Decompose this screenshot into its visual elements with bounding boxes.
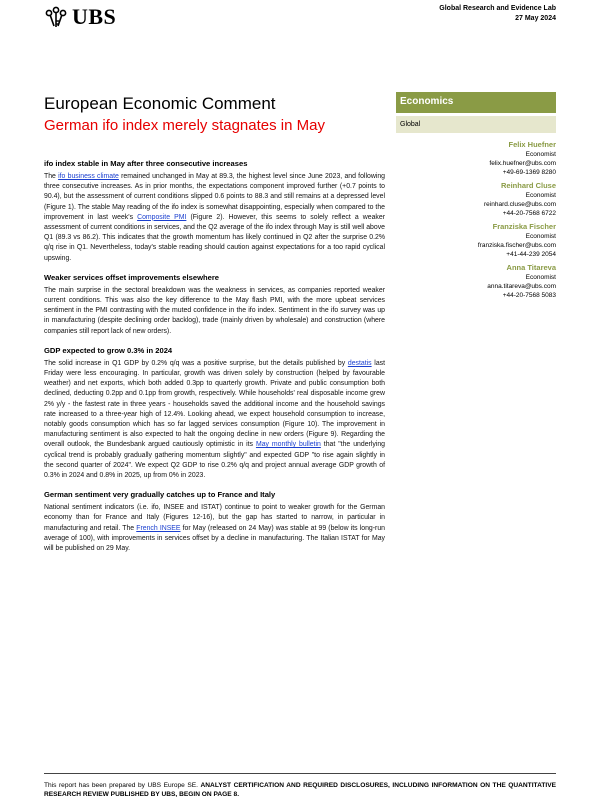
author-phone: +41-44-239 2054 (506, 251, 556, 258)
footer-text: This report has been prepared by UBS Europe SE. (44, 782, 201, 789)
author-email[interactable]: anna.titareva@ubs.com (487, 283, 556, 290)
author-block (396, 140, 556, 177)
region-badge: Global (396, 116, 556, 133)
author-block (396, 263, 556, 300)
section-heading: GDP expected to grow 0.3% in 2024 (44, 345, 173, 355)
author-role: Economist (525, 274, 556, 281)
paragraph-text: The (44, 173, 59, 180)
org-name: Global Research and Evidence Lab (439, 5, 556, 12)
author-name: Felix Huefner (508, 140, 556, 149)
section-paragraph (44, 286, 385, 337)
paragraph-text: National sentiment indicators (i.e. ifo, INSEE and ISTAT) continue to point to weaker growth for the German economy than for France and Italy (Figures 12-16), but the gap has started to narrow, in particular in manufacturing and retail. The (44, 504, 385, 532)
inline-link[interactable]: ifo business climate (58, 173, 119, 180)
page-subtitle: German ifo index merely stagnates in May (44, 117, 325, 134)
logo-text: UBS (72, 4, 117, 29)
section-paragraph (44, 172, 385, 264)
author-phone: +44-20-7568 5083 (502, 292, 556, 299)
author-phone: +44-20-7568 6722 (502, 210, 556, 217)
footer-disclosure: ANALYST CERTIFICATION AND REQUIRED DISCLOSURES, INCLUDING INFORMATION ON THE QUANTITATIVE RESEARCH REVIEW PUBLISHED BY UBS, BEGIN ON PAGE 8. (44, 782, 556, 798)
author-name: Franziska Fischer (492, 222, 556, 231)
author-role: Economist (525, 192, 556, 199)
article-body (44, 159, 385, 563)
report-header (439, 4, 556, 24)
author-block (396, 222, 556, 259)
paragraph-text: last Friday were less encouraging. In particular, growth was driven solely by construction (helped by favourable weather) and net exports, which both added 0.3pp to quarterly growth. Private and public consumption both declined, deducting 0.2pp and 0.1pp from growth, respectively. While households' real disposable income grew 2% y/y - the fastest rate in three years - households saved the additional income and the household savings rate increased to a three-year high of 12.4%. Looking ahead, we expect household consumption to increase, notably goods consumption which has so far lagged services consumption (Figure 10). The improvement in manufacturing sentiment is also expected to halt the ongoing decline in new orders (Figure 9). Regarding the overall outlook, the Bundesbank argued cautiously optimistic in its (44, 359, 386, 449)
paragraph-text: The main surprise in the sectoral breakdown was the weakness in services, as companies reported weaker current conditions. This was also the key difference to the May flash PMI, with the more upbeat services sentiment in the PMI contrasting with the muted confidence in the ifo index. Sentiment in the ifo survey was up in manufacturing (despite declining order backlog), trade (mainly driven by wholesale) and construction (where companies still report lack of new orders). (44, 286, 385, 335)
author-role: Economist (525, 233, 556, 240)
page-title: European Economic Comment (44, 94, 276, 113)
author-name: Reinhard Cluse (500, 181, 556, 190)
author-block (396, 181, 556, 218)
disclosure-footer (44, 773, 556, 799)
paragraph-text: remained unchanged in May at 89.3, the highest level since June 2023, and following three consecutive increases. As in prior months, the expectations component improved further (+0.7 points to 90.4), but the assessment of current conditions slipped 0.6 points to 88.3 and still remains at a depressed level (Figure 1). The stable May reading of the ifo index is somewhat disappointing, especially when compared to the improvement in last week's (44, 173, 385, 221)
paragraph-text: (Figure 2). However, this seems to solely reflect a weaker assessment of current conditions in services, and the Q2 average of the ifo index through May is still well above Q1 (89.3 vs 86.2). This indicates that the growth momentum has likely continued in Q2 after the surprise 0.2% q/q rise in Q1. Nevertheless, today's stable reading should caution against expectations for a too rapid cyclical upswing. (44, 213, 385, 262)
author-email[interactable]: felix.huefner@ubs.com (489, 160, 556, 167)
inline-link[interactable]: Composite PMI (137, 213, 187, 221)
paragraph-text: that "the underlying cyclical trend is probably gradually gathering momentum slightly" and expected GDP "to rise again slightly in the second quarter of 2024". We expect Q2 GDP to rise 0.2% q/q and project annual average GDP growth of 0.3% in 2024 and 0.8% in 2025, up from 0% in 2023. (44, 441, 386, 480)
author-phone: +49-69-1369 8280 (502, 169, 556, 176)
report-date: 27 May 2024 (515, 15, 556, 22)
section-heading: Weaker services offset improvements elsewhere (44, 272, 220, 282)
author-name: Anna Titareva (506, 263, 556, 272)
section-paragraph (44, 359, 385, 481)
author-list (396, 140, 556, 304)
ubs-logo (44, 4, 116, 30)
author-email[interactable]: reinhard.cluse@ubs.com (484, 201, 556, 208)
author-email[interactable]: franziska.fischer@ubs.com (477, 242, 556, 249)
inline-link[interactable]: French INSEE (136, 524, 181, 532)
inline-link[interactable]: May monthly bulletin (255, 441, 321, 449)
category-badge: Economics (396, 92, 556, 113)
paragraph-text: The solid increase in Q1 GDP by 0.2% q/q was a positive surprise, but the details published by (44, 359, 348, 367)
section-heading: German sentiment very gradually catches up to France and Italy (44, 490, 276, 500)
author-role: Economist (525, 151, 556, 158)
inline-link[interactable]: destatis (347, 359, 372, 367)
keys-logo-icon (44, 6, 68, 28)
paragraph-text: for May (released on 24 May) was stable at 99 (below its long-run average of 100), with improvements in services offset by a decline in manufacturing. The Italian ISTAT for May will be published on 29 May. (44, 524, 386, 553)
section-paragraph (44, 503, 385, 554)
section-heading: ifo index stable in May after three consecutive increases (44, 159, 248, 168)
